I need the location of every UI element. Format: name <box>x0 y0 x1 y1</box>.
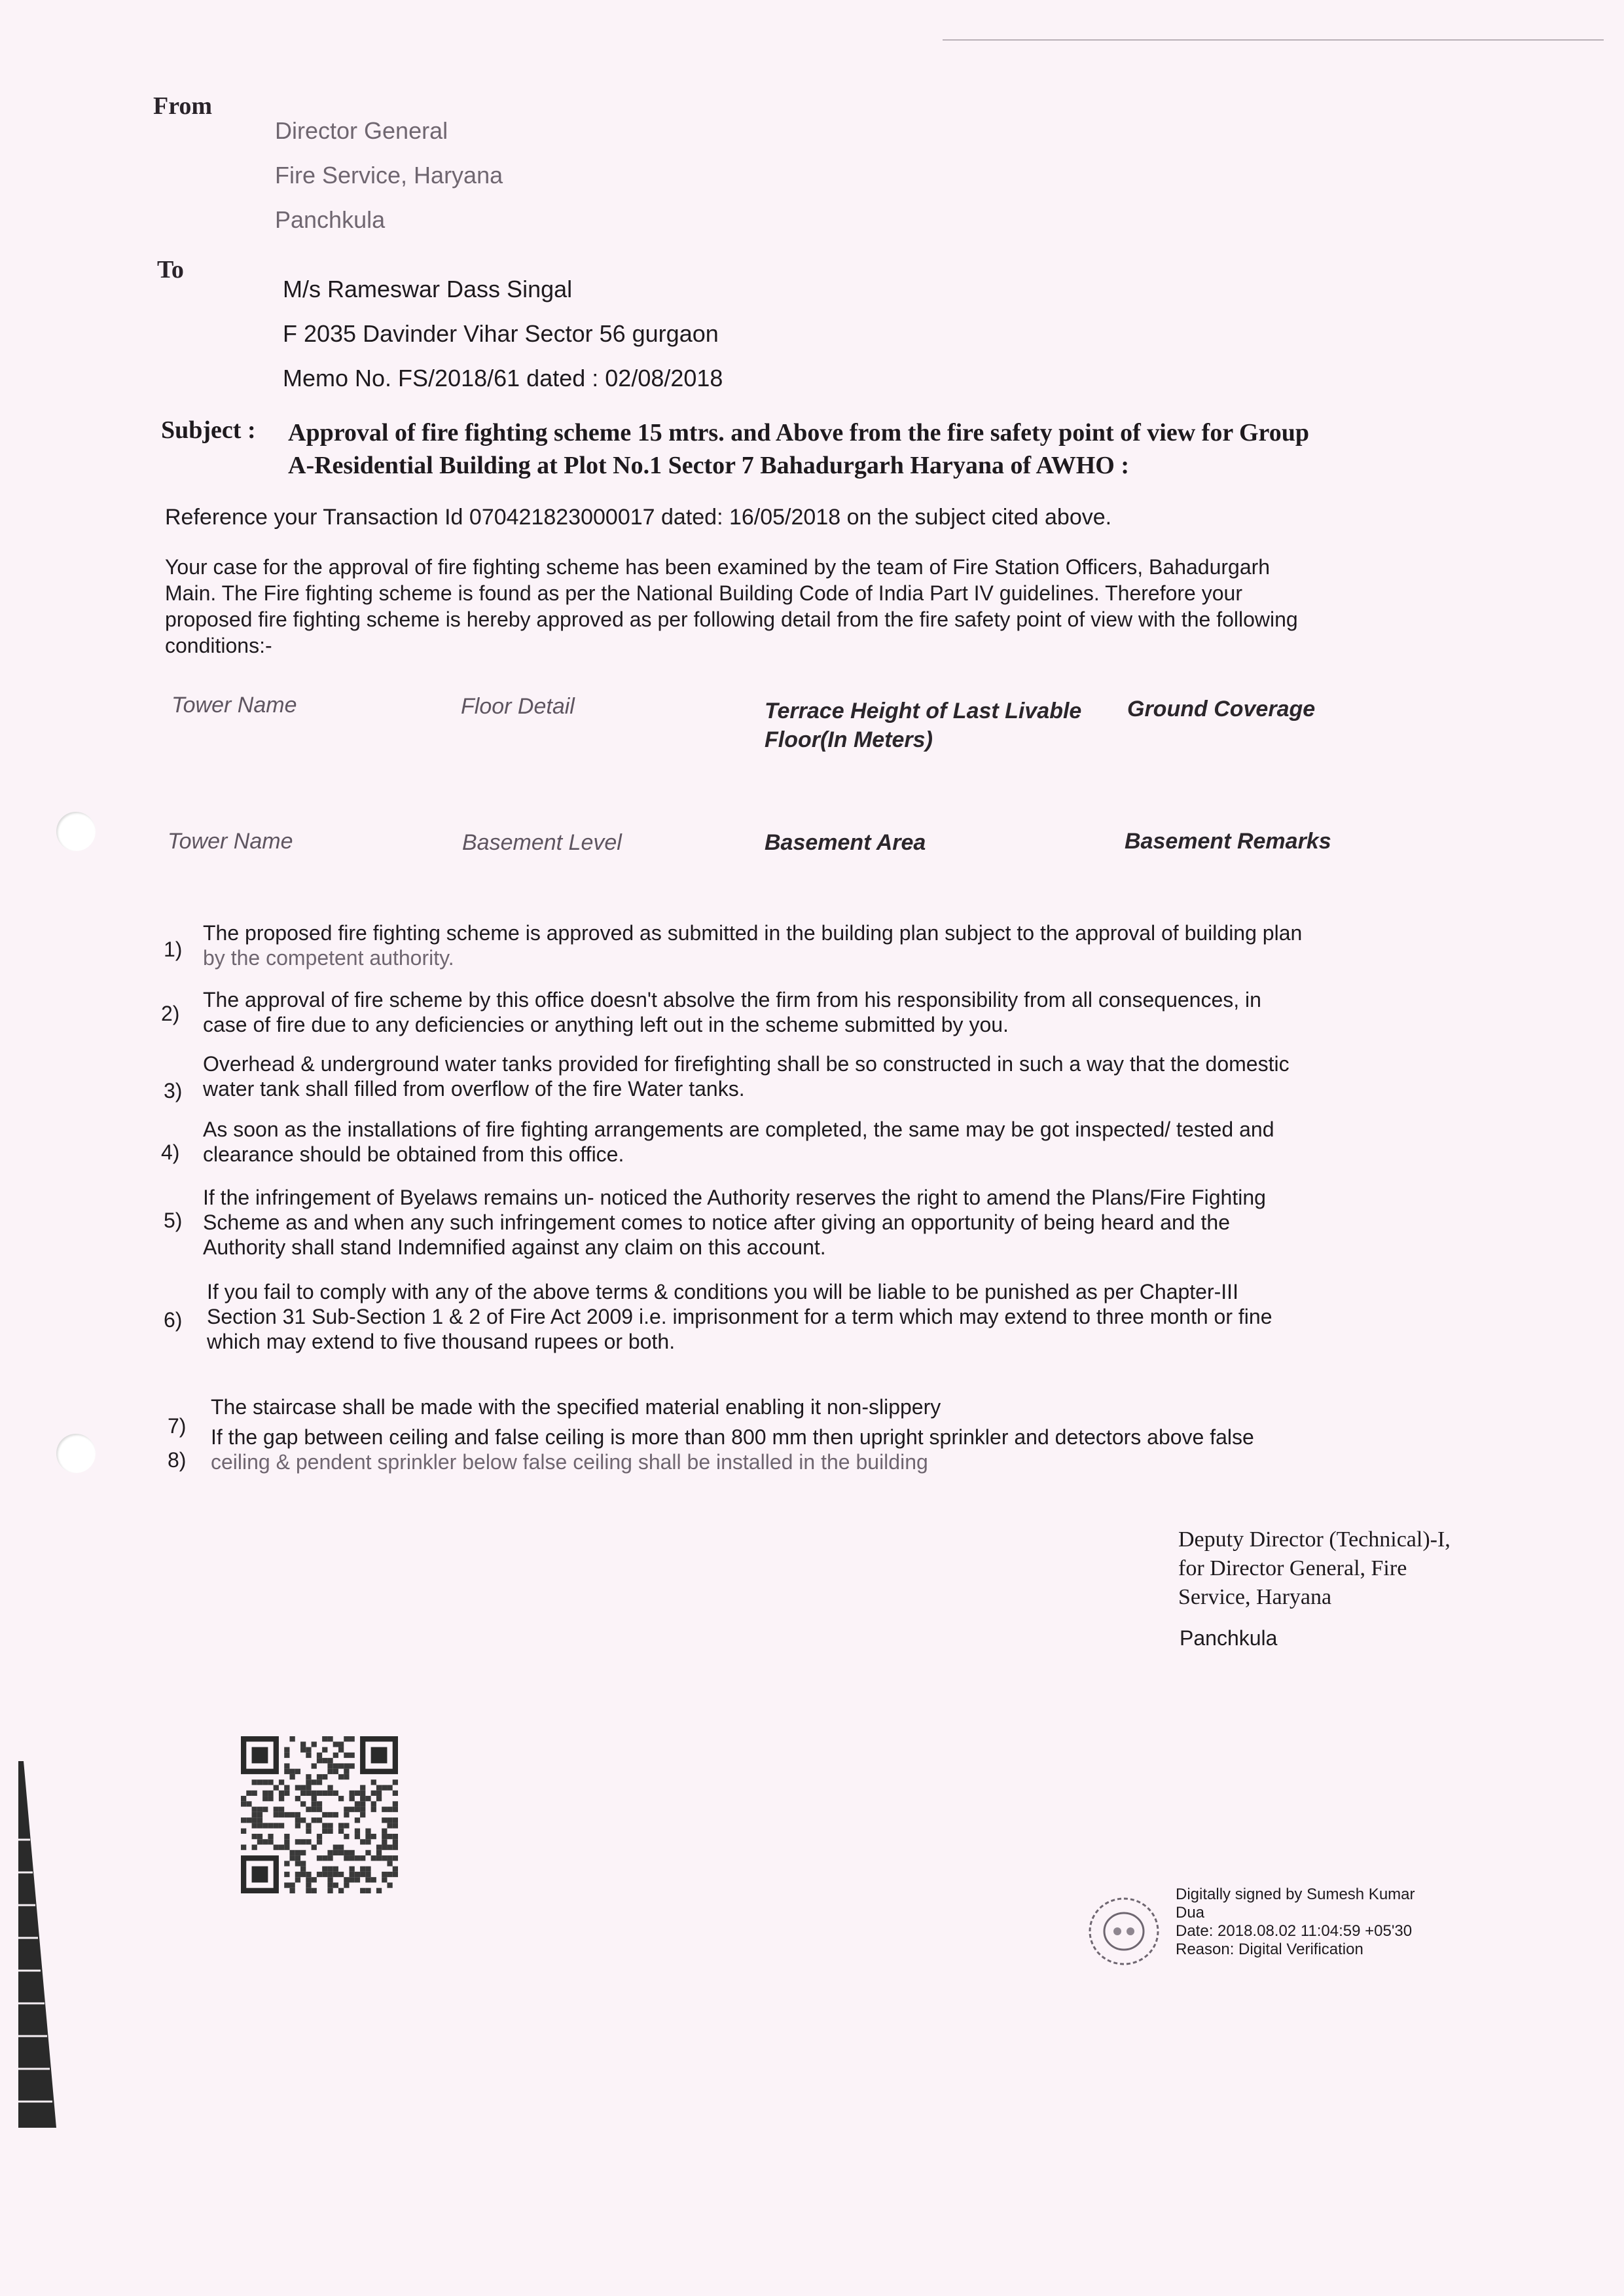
from-address <box>275 109 503 242</box>
basement-table-header-basement-area: Basement Area <box>765 830 926 855</box>
subject-text <box>288 416 1309 482</box>
condition-line: by the competent authority. <box>203 946 454 970</box>
signatory-line: Deputy Director (Technical)-I, <box>1178 1527 1451 1552</box>
condition-line: The staircase shall be made with the specified material enabling it non-slippery <box>211 1395 941 1419</box>
from-line: Panchkula <box>275 206 386 233</box>
tower-table-header-tower-name: Tower Name <box>171 693 297 718</box>
body-line: Main. The Fire fighting scheme is found as per the National Building Code of India Part IV guidelines. Therefore your <box>165 581 1242 605</box>
condition-line: clearance should be obtained from this office. <box>203 1142 624 1166</box>
punch-hole <box>56 812 96 851</box>
basement-table-header-basement-remarks: Basement Remarks <box>1125 829 1331 854</box>
condition-text <box>203 1117 1538 1167</box>
digital-signature-line: Dua <box>1176 1904 1205 1922</box>
condition-number: 5) <box>164 1209 183 1232</box>
to-label: To <box>157 256 184 283</box>
condition-text <box>211 1394 1546 1419</box>
condition-text <box>207 1279 1542 1354</box>
signatory-block <box>1178 1525 1451 1612</box>
digital-signature-seal-icon <box>1081 1892 1166 1971</box>
punch-hole <box>56 1434 96 1473</box>
condition-line: The proposed fire fighting scheme is approved as submitted in the building plan subject to the approval of building plan <box>203 921 1303 945</box>
condition-number: 4) <box>161 1140 180 1164</box>
condition-text <box>203 1051 1538 1101</box>
subject-line: A-Residential Building at Plot No.1 Sector 7 Bahadurgarh Haryana of AWHO : <box>288 452 1130 479</box>
body-line: Your case for the approval of fire fighting scheme has been examined by the team of Fire Station Officers, Bahadurgarh <box>165 555 1271 579</box>
condition-line: which may extend to five thousand rupees or both. <box>207 1330 676 1353</box>
condition-number: 7) <box>168 1414 187 1438</box>
condition-line: As soon as the installations of fire fighting arrangements are completed, the same may be got inspected/ tested and <box>203 1118 1274 1141</box>
signatory-line: for Director General, Fire <box>1178 1556 1407 1580</box>
from-label: From <box>153 92 213 120</box>
condition-text <box>203 1185 1538 1260</box>
condition-line: The approval of fire scheme by this office doesn't absolve the firm from his responsibility from all consequences, in <box>203 988 1261 1011</box>
memo-line: Memo No. FS/2018/61 dated : 02/08/2018 <box>283 365 723 392</box>
condition-line: Overhead & underground water tanks provided for firefighting shall be so constructed in such a way that the domestic <box>203 1052 1290 1076</box>
scan-edge-mark <box>18 1761 56 2128</box>
tower-table-header-ground-coverage: Ground Coverage <box>1127 697 1316 721</box>
top-rule <box>943 39 1604 41</box>
digital-signature-line: Date: 2018.08.02 11:04:59 +05'30 <box>1176 1922 1413 1940</box>
condition-number: 3) <box>164 1079 183 1102</box>
condition-line: Authority shall stand Indemnified against any claim on this account. <box>203 1235 826 1259</box>
signatory-line: Service, Haryana <box>1178 1585 1332 1609</box>
condition-line: If the infringement of Byelaws remains un- noticed the Authority reserves the right to amend the Plans/Fire Fighting <box>203 1186 1266 1209</box>
condition-line: case of fire due to any deficiencies or anything left out in the scheme submitted by you. <box>203 1013 1009 1036</box>
tower-table-header-floor-detail: Floor Detail <box>461 694 575 719</box>
signatory-place: Panchkula <box>1180 1626 1278 1650</box>
condition-number: 8) <box>168 1448 187 1472</box>
basement-table-header-basement-level: Basement Level <box>462 830 622 855</box>
condition-line: Section 31 Sub-Section 1 & 2 of Fire Act 2009 i.e. imprisonment for a term which may extend to three month or fine <box>207 1305 1272 1328</box>
to-line: M/s Rameswar Dass Singal <box>283 276 573 302</box>
tower-table-header-terrace-height: Terrace Height of Last Livable Floor(In Meters) <box>765 699 1082 752</box>
qr-code-icon <box>241 1736 398 1893</box>
subject-label: Subject : <box>161 416 256 444</box>
basement-table-header-tower-name: Tower Name <box>168 829 293 854</box>
condition-number: 1) <box>164 938 183 961</box>
to-line: F 2035 Davinder Vihar Sector 56 gurgaon <box>283 320 719 347</box>
condition-text <box>203 987 1538 1037</box>
condition-line: water tank shall filled from overflow of the fire Water tanks. <box>203 1077 745 1101</box>
reference-text: Reference your Transaction Id 070421823000017 dated: 16/05/2018 on the subject cited above. <box>165 505 1112 530</box>
from-line: Fire Service, Haryana <box>275 162 503 189</box>
from-line: Director General <box>275 117 448 144</box>
condition-number: 6) <box>164 1308 183 1332</box>
condition-line: Scheme as and when any such infringement comes to notice after giving an opportunity of being heard and the <box>203 1211 1230 1234</box>
body-line: conditions:- <box>165 634 272 657</box>
condition-number: 2) <box>161 1002 180 1025</box>
condition-text <box>211 1425 1546 1474</box>
digital-signature-line: Reason: Digital Verification <box>1176 1941 1363 1958</box>
condition-text <box>203 920 1538 970</box>
body-paragraph <box>165 554 1526 659</box>
to-address <box>283 267 723 401</box>
condition-line: If the gap between ceiling and false ceiling is more than 800 mm then upright sprinkler and detectors above false <box>211 1425 1254 1449</box>
condition-line: ceiling & pendent sprinkler below false ceiling shall be installed in the building <box>211 1450 928 1474</box>
digital-signature-line: Digitally signed by Sumesh Kumar <box>1176 1886 1415 1903</box>
body-line: proposed fire fighting scheme is hereby approved as per following detail from the fire safety point of view with the following <box>165 608 1298 631</box>
condition-line: If you fail to comply with any of the above terms & conditions you will be liable to be punished as per Chapter-III <box>207 1280 1238 1303</box>
digital-signature-text <box>1176 1886 1415 1959</box>
subject-line: Approval of fire fighting scheme 15 mtrs. and Above from the fire safety point of view for Group <box>288 419 1310 446</box>
